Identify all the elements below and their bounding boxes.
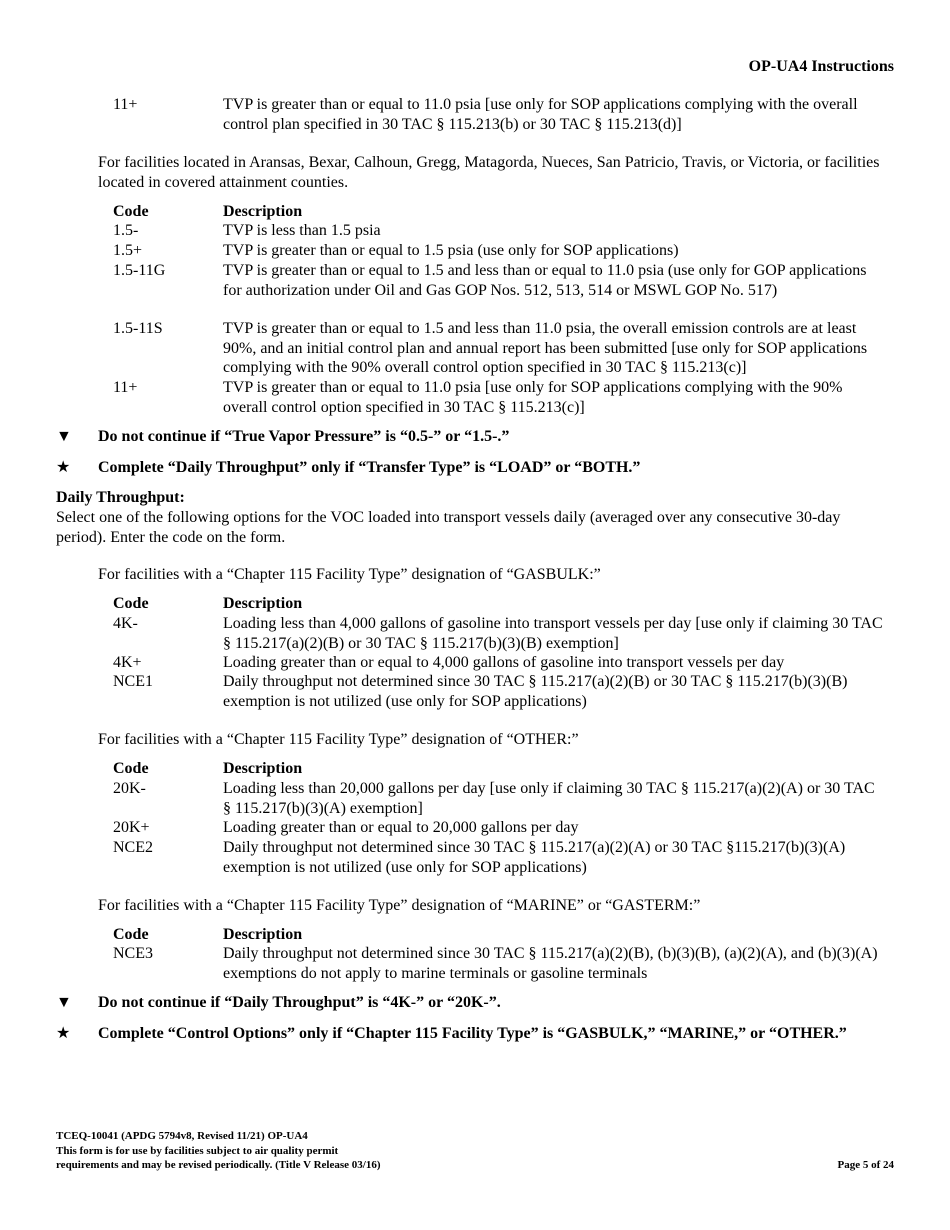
table-row xyxy=(113,614,883,653)
code-cell: 1.5+ xyxy=(113,242,143,259)
page-number: Page 5 of 24 xyxy=(837,1159,894,1171)
page-header-title: OP-UA4 Instructions xyxy=(748,58,894,75)
code-cell: 1.5-11G xyxy=(113,262,166,279)
paragraph-marine: For facilities with a “Chapter 115 Facility Type” designation of “MARINE” or “GASTERM:” xyxy=(98,897,701,914)
description-cell: Daily throughput not determined since 30 TAC § 115.217(a)(2)(A) or 30 TAC §115.217(b)(3)(A) exemption is not utilized (use only for SOP applications) xyxy=(223,839,846,876)
table-row xyxy=(113,319,883,378)
description-cell: TVP is greater than or equal to 11.0 psia [use only for SOP applications complying with the 90% overall control option specified in 30 TAC § 115.213(c)] xyxy=(223,379,843,416)
table-header-row xyxy=(113,202,883,222)
code-header: Code xyxy=(113,760,149,777)
footer-line: This form is for use by facilities subject to air quality permit xyxy=(56,1144,339,1157)
table-row xyxy=(113,838,883,877)
description-cell: Loading greater than or equal to 4,000 gallons of gasoline into transport vessels per day xyxy=(223,654,785,671)
description-cell: Daily throughput not determined since 30 TAC § 115.217(a)(2)(B) or 30 TAC § 115.217(b)(3)(B) exemption is not utilized (use only for SOP applications) xyxy=(223,673,848,710)
description-header: Description xyxy=(223,595,303,612)
code-header: Code xyxy=(113,595,149,612)
code-header: Code xyxy=(113,926,149,943)
description-cell: TVP is greater than or equal to 1.5 and less than 11.0 psia, the overall emission controls are at least 90%, and an initial control plan and annual report has been submitted [use only for SOP applications complying with the 90% overall control option specified in 30 TAC § 115.213(c)] xyxy=(223,320,868,376)
stop-triangle-icon: ▼ xyxy=(56,428,72,445)
description-cell: Loading less than 4,000 gallons of gasoline into transport vessels per day [use only if claiming 30 TAC § 115.217(a)(2)(B) or 30 TAC § 115.217(b)(3)(B) exemption] xyxy=(223,615,883,652)
description-cell: Loading greater than or equal to 20,000 gallons per day xyxy=(223,819,579,836)
code-header: Code xyxy=(113,203,149,220)
code-cell: 1.5-11S xyxy=(113,320,163,337)
star-icon: ★ xyxy=(56,459,71,476)
footer-line: TCEQ-10041 (APDG 5794v8, Revised 11/21) OP-UA4 xyxy=(56,1130,308,1142)
paragraph-gasbulk: For facilities with a “Chapter 115 Facility Type” designation of “GASBULK:” xyxy=(98,566,601,583)
table-header-row xyxy=(113,594,883,614)
table-row xyxy=(113,779,883,818)
description-header: Description xyxy=(223,760,303,777)
table-row xyxy=(113,261,883,300)
code-cell: 20K- xyxy=(113,780,146,797)
paragraph-counties: For facilities located in Aransas, Bexar, Calhoun, Gregg, Matagorda, Nueces, San Patricio, Travis, or Victoria, or facilities located in covered attainment counties. xyxy=(98,154,880,191)
code-cell: NCE2 xyxy=(113,839,153,856)
table-row xyxy=(113,944,883,983)
table-header-row xyxy=(113,925,883,945)
code-cell: NCE1 xyxy=(113,673,153,690)
stop-instruction: Do not continue if “True Vapor Pressure” is “0.5-” or “1.5-.” xyxy=(98,428,510,445)
table-row xyxy=(113,653,883,673)
code-cell: 4K- xyxy=(113,615,138,632)
star-icon: ★ xyxy=(56,1025,71,1042)
description-cell: Daily throughput not determined since 30 TAC § 115.217(a)(2)(B), (b)(3)(B), (a)(2)(A), and (b)(3)(A) exemptions do not apply to marine terminals or gasoline terminals xyxy=(223,945,878,982)
table-row xyxy=(113,241,883,261)
table-row xyxy=(113,672,883,711)
description-cell: Loading less than 20,000 gallons per day [use only if claiming 30 TAC § 115.217(a)(2)(A) or 30 TAC § 115.217(b)(3)(A) exemption] xyxy=(223,780,875,817)
code-cell: 11+ xyxy=(113,96,138,113)
table-row xyxy=(113,378,883,417)
table-row xyxy=(113,95,883,134)
description-header: Description xyxy=(223,203,303,220)
code-cell: 1.5- xyxy=(113,222,139,239)
stop-instruction: Do not continue if “Daily Throughput” is “4K-” or “20K-”. xyxy=(98,994,501,1011)
table-header-row xyxy=(113,759,883,779)
description-header: Description xyxy=(223,926,303,943)
footer-line: requirements and may be revised periodically. (Title V Release 03/16) xyxy=(56,1159,381,1171)
code-cell: 20K+ xyxy=(113,819,150,836)
paragraph-other: For facilities with a “Chapter 115 Facility Type” designation of “OTHER:” xyxy=(98,731,579,748)
description-cell: TVP is greater than or equal to 11.0 psia [use only for SOP applications complying with the overall control plan specified in 30 TAC § 115.213(b) or 30 TAC § 115.213(d)] xyxy=(223,96,858,133)
conditional-instruction: Complete “Control Options” only if “Chapter 115 Facility Type” is “GASBULK,” “MARINE,” or “OTHER.” xyxy=(98,1025,847,1042)
stop-triangle-icon: ▼ xyxy=(56,994,72,1011)
conditional-instruction: Complete “Daily Throughput” only if “Transfer Type” is “LOAD” or “BOTH.” xyxy=(98,459,641,476)
table-row xyxy=(113,818,883,838)
code-cell: 11+ xyxy=(113,379,138,396)
code-cell: 4K+ xyxy=(113,654,142,671)
description-cell: TVP is greater than or equal to 1.5 and less than or equal to 11.0 psia (use only for GOP applications for authorization under Oil and Gas GOP Nos. 512, 513, 514 or MSWL GOP No. 517) xyxy=(223,262,867,299)
footer-form-info xyxy=(56,1129,380,1173)
section-heading-daily-throughput: Daily Throughput: xyxy=(56,489,185,506)
code-cell: NCE3 xyxy=(113,945,153,962)
section-intro: Select one of the following options for the VOC loaded into transport vessels daily (averaged over any consecutive 30-day period). Enter the code on the form. xyxy=(56,509,841,546)
description-cell: TVP is less than 1.5 psia xyxy=(223,222,381,239)
description-cell: TVP is greater than or equal to 1.5 psia (use only for SOP applications) xyxy=(223,242,679,259)
table-row xyxy=(113,221,883,241)
